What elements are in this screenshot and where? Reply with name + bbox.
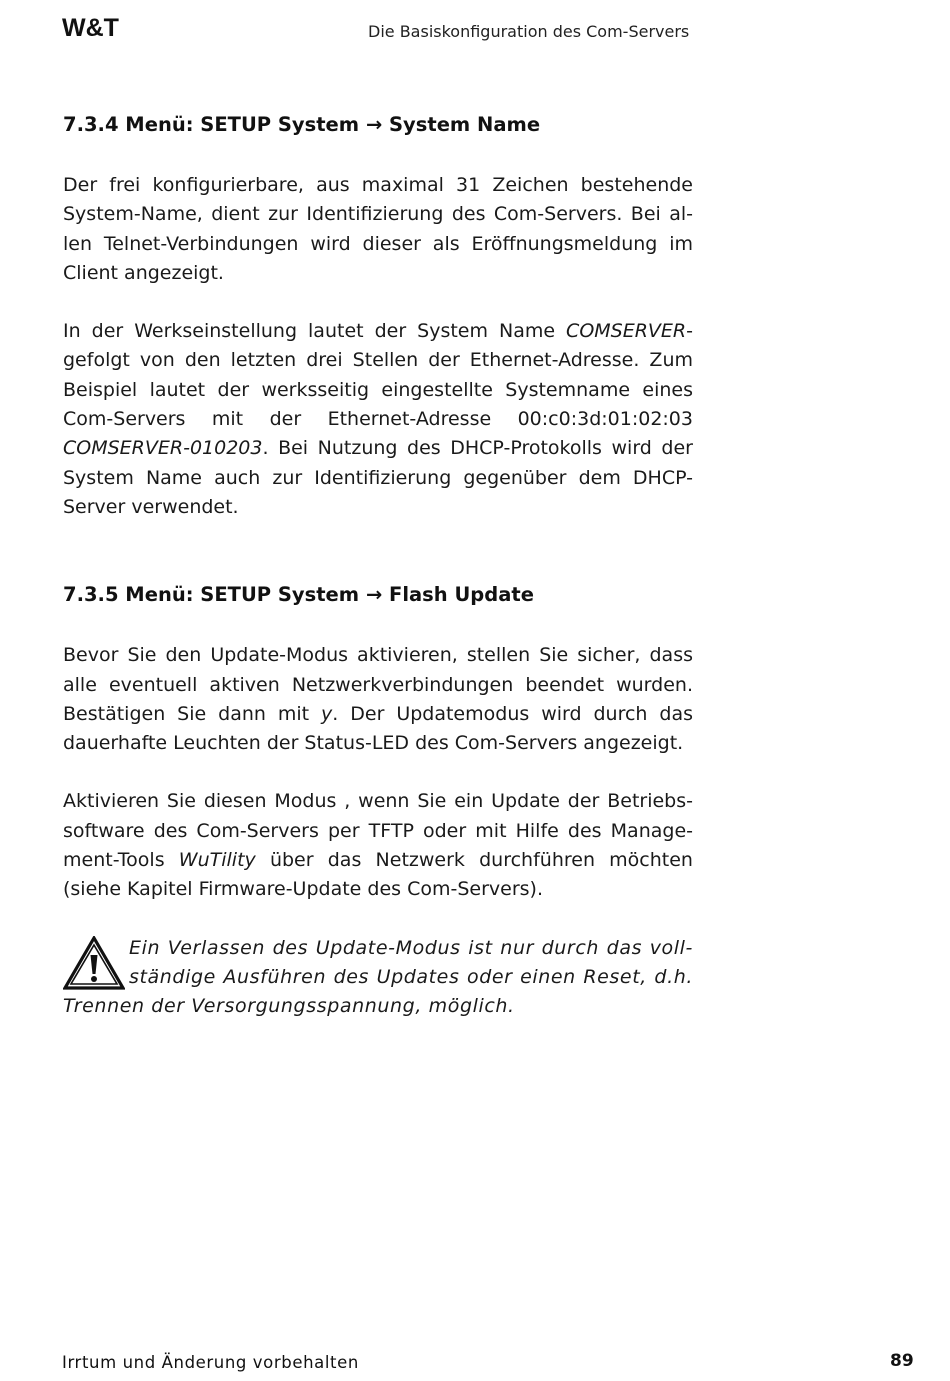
- paragraph-update-mode-activate: [63, 641, 693, 758]
- emphasis-comserver: COMSERVER: [566, 320, 687, 343]
- text-run: In der Werkseinstellung lautet der System Name: [63, 320, 567, 343]
- text-run: . Bei Nutzung des DHCP-Protokolls wird der System Name auch zur Identifizierung gegenüber dem DHCP-Server verwendet.: [63, 437, 693, 518]
- section-heading-flash-update: 7.3.5 Menü: SETUP System → Flash Update: [63, 583, 534, 607]
- brand-logo-text: W&T: [62, 14, 119, 42]
- warning-triangle-icon: [63, 936, 125, 990]
- page-number: 89: [890, 1351, 914, 1371]
- footer-disclaimer: Irrtum und Änderung vorbehalten: [62, 1353, 359, 1372]
- emphasis-wutility: WuTility: [178, 849, 256, 872]
- emphasis-example-name: COMSERVER-010203: [63, 437, 263, 460]
- text-run: Bevor Sie den Update-Modus aktivieren, stellen Sie sicher, dass alle eventuell aktiven Netzwerkverbindungen beendet wurden. Bestätigen Sie dann mit: [63, 644, 693, 725]
- paragraph-system-name-intro: Der frei konfigurierbare, aus maximal 31 Zeichen bestehende System-Name, dient zur Identifizierung des Com-Servers. Bei al-len Telnet-Verbindungen wird dieser als Eröffnungsmeldung im Client angezeigt.: [63, 174, 693, 284]
- section-heading-system-name: 7.3.4 Menü: SETUP System → System Name: [63, 113, 541, 136]
- text-run: über das Netzwerk durchführen möchten (siehe Kapitel Firmware-Update des Com-Servers).: [63, 849, 693, 901]
- text-run: Aktivieren Sie diesen Modus , wenn Sie ein Update der Betriebs-software des Com-Servers per TFTP oder mit Hilfe des Manage-ment-Tools: [63, 790, 693, 872]
- paragraph-factory-setting: [63, 317, 693, 522]
- emphasis-key-y: y: [321, 702, 333, 725]
- page-content: [63, 112, 693, 1022]
- text-run: . Der Updatemodus wird durch das dauerhafte Leuchten der Status-LED des Com-Servers angezeigt.: [63, 702, 693, 755]
- text-run: -gefolgt von den letzten drei Stellen der Ethernet-Adresse. Zum Beispiel lautet der werksseitig eingestellte Systemname eines Com-Servers mit der Ethernet-Adresse 00:c0:3d:01:02:03: [63, 320, 693, 431]
- paragraph-update-mode-usage: [63, 787, 693, 904]
- running-head: Die Basiskonfiguration des Com-Servers: [368, 22, 690, 41]
- warning-text: Ein Verlassen des Update-Modus ist nur durch das voll-ständige Ausführen des Updates oder einen Reset, d.h. Trennen der Versorgungsspannung, möglich.: [63, 936, 693, 1018]
- warning-note: [63, 934, 693, 1022]
